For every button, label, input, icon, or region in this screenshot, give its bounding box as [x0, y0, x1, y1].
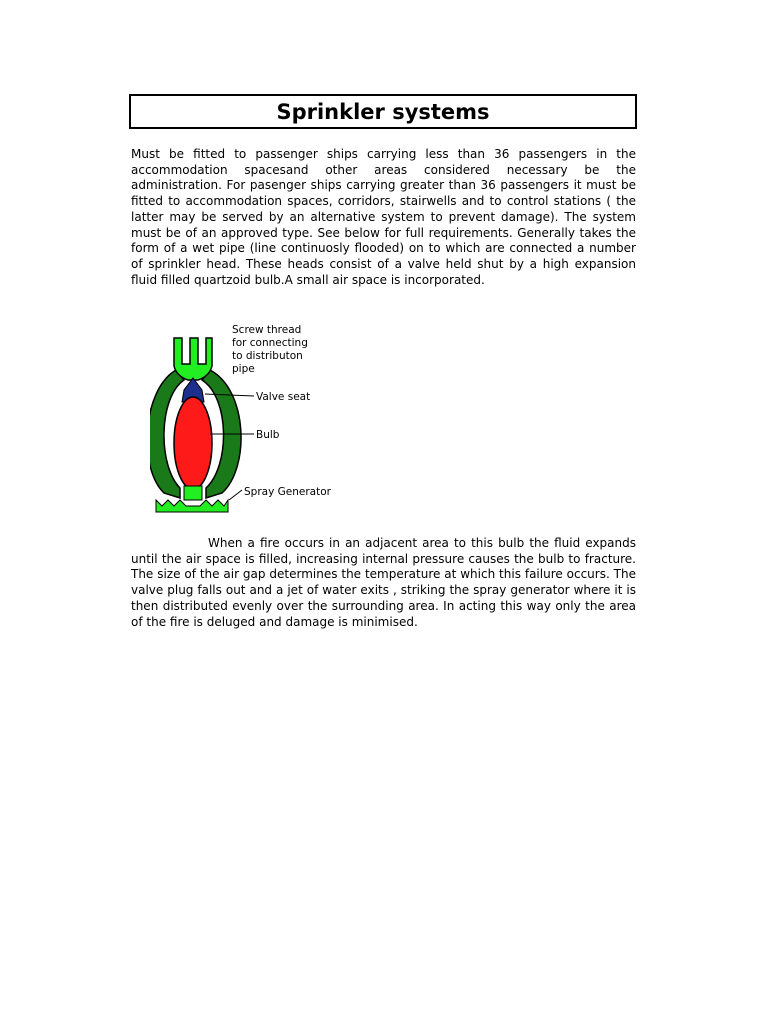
title-box: [129, 94, 637, 129]
operation-paragraph: When a fire occurs in an adjacent area to this bulb the fluid expands until the air space is filled, increasing internal pressure causes the bulb to fracture. The size of the air gap determines the temperature at which this failure occurs. The valve plug falls out and a jet of water exits , striking the spray generator where it is then distributed evenly over the surrounding area. In acting this way only the area of the fire is deluged and damage is minimised.: [131, 536, 636, 629]
valve-seat-label: Valve seat: [256, 391, 311, 403]
screw-thread-label-line-2: for connecting: [232, 337, 308, 349]
page-title: Sprinkler systems: [276, 100, 490, 124]
sprinkler-head-diagram: [150, 318, 350, 518]
screw-thread-label-line-3: to distributon: [232, 350, 303, 362]
bulb-label: Bulb: [256, 429, 280, 441]
quartzoid-bulb: [174, 397, 212, 489]
screw-thread-fitting: [174, 338, 212, 380]
sprinkler-diagram-svg: [150, 318, 350, 518]
spray-generator-leader: [229, 490, 242, 500]
spray-generator-deflector: [156, 500, 228, 512]
screw-thread-label-line-4: pipe: [232, 363, 255, 375]
spray-generator-stem: [184, 486, 202, 500]
screw-thread-label-line-1: Screw thread: [232, 324, 302, 336]
spray-generator-label: Spray Generator: [244, 486, 331, 498]
intro-paragraph: Must be fitted to passenger ships carrying less than 36 passengers in the accommodation spacesand other areas considered necessary be the administration. For pasenger ships carrying greater than 36 passengers it must be fitted to accommodation spaces, corridors, stairwells and to control stations ( the latter may be served by an alternative system to prevent damage). The system must be of an approved type. See below for full requirements. Generally takes the form of a wet pipe (line continuosly flooded) on to which are connected a number of sprinkler head. These heads consist of a valve held shut by a high expansion fluid filled quartzoid bulb.A small air space is incorporated.: [131, 147, 636, 287]
